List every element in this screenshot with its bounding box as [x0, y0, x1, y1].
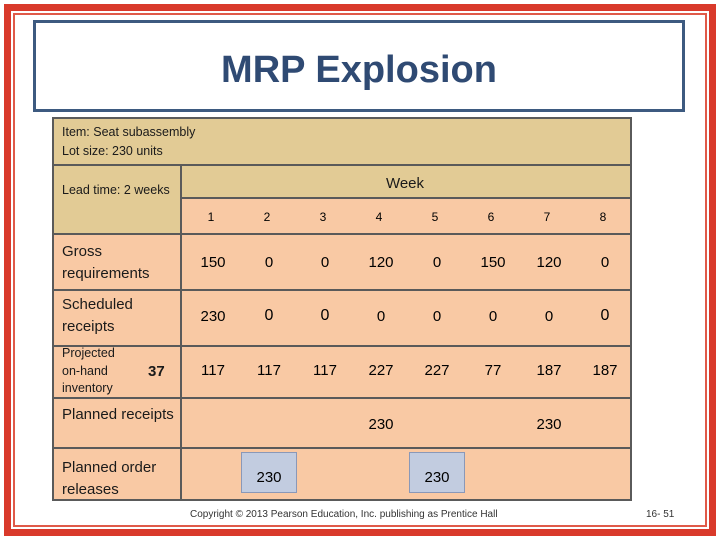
- slide-title: MRP Explosion: [221, 48, 497, 91]
- scheduled-receipt-value: 0: [376, 308, 386, 325]
- gross-requirement-value: 0: [264, 254, 274, 271]
- projected-on-hand-label: Projected on-hand inventory: [62, 346, 115, 395]
- week-number: 1: [207, 210, 215, 224]
- gross-requirement-value: 120: [536, 254, 562, 271]
- title-box: [33, 20, 685, 112]
- week-number: 7: [543, 210, 551, 224]
- week-number: 2: [263, 210, 271, 224]
- scheduled-receipts-label: Scheduled receipts: [62, 296, 133, 335]
- week-number: 4: [375, 210, 383, 224]
- projected-inventory-value: 117: [313, 362, 337, 379]
- lead-time-label: Lead time: 2 weeks: [62, 183, 170, 197]
- gross-requirement-value: 150: [480, 254, 506, 271]
- on-hand-value: 37: [148, 363, 165, 380]
- divider: [54, 397, 630, 399]
- planned-order-releases-label: Planned order releases: [62, 459, 157, 498]
- gross-requirement-value: 120: [368, 254, 394, 271]
- gross-requirement-value: 0: [432, 254, 442, 271]
- scheduled-receipt-value: 0: [264, 307, 274, 324]
- item-label: Item: Seat subassembly: [62, 125, 196, 139]
- gross-requirement-value: 150: [200, 254, 226, 271]
- planned-release-value: 230: [424, 469, 450, 486]
- planned-release-value: 230: [256, 469, 282, 486]
- planned-receipts-label: Planned receipts: [62, 406, 174, 423]
- divider: [54, 447, 630, 449]
- divider: [54, 164, 630, 166]
- copyright-footer: Copyright © 2013 Pearson Education, Inc. publishing as Prentice Hall: [190, 509, 498, 520]
- week-header: Week: [385, 175, 425, 192]
- planned-receipt-value: 230: [536, 416, 562, 433]
- week-number: 3: [319, 210, 327, 224]
- projected-inventory-value: 117: [201, 362, 225, 379]
- divider: [54, 233, 630, 235]
- mrp-table: [52, 117, 632, 501]
- gross-requirement-value: 0: [600, 254, 610, 271]
- projected-inventory-value: 77: [484, 362, 502, 379]
- scheduled-receipt-value: 0: [432, 308, 442, 325]
- divider: [54, 289, 630, 291]
- week-number: 5: [431, 210, 439, 224]
- week-number: 6: [487, 210, 495, 224]
- divider: [180, 197, 630, 199]
- projected-inventory-value: 117: [257, 362, 281, 379]
- lot-size-label: Lot size: 230 units: [62, 144, 163, 158]
- divider: [54, 345, 630, 347]
- scheduled-receipt-value: 0: [544, 308, 554, 325]
- projected-inventory-value: 227: [368, 362, 394, 379]
- gross-requirement-value: 0: [320, 254, 330, 271]
- projected-inventory-value: 187: [536, 362, 562, 379]
- scheduled-receipt-value: 0: [320, 307, 330, 324]
- week-number: 8: [599, 210, 607, 224]
- gross-requirements-label: Gross requirements: [62, 243, 150, 282]
- projected-inventory-value: 227: [424, 362, 450, 379]
- scheduled-receipt-value: 0: [600, 307, 610, 324]
- page-number: 16- 51: [646, 509, 675, 520]
- planned-receipt-value: 230: [368, 416, 394, 433]
- projected-inventory-value: 187: [592, 362, 618, 379]
- scheduled-receipt-value: 230: [200, 308, 226, 325]
- divider: [180, 164, 182, 499]
- scheduled-receipt-value: 0: [488, 308, 498, 325]
